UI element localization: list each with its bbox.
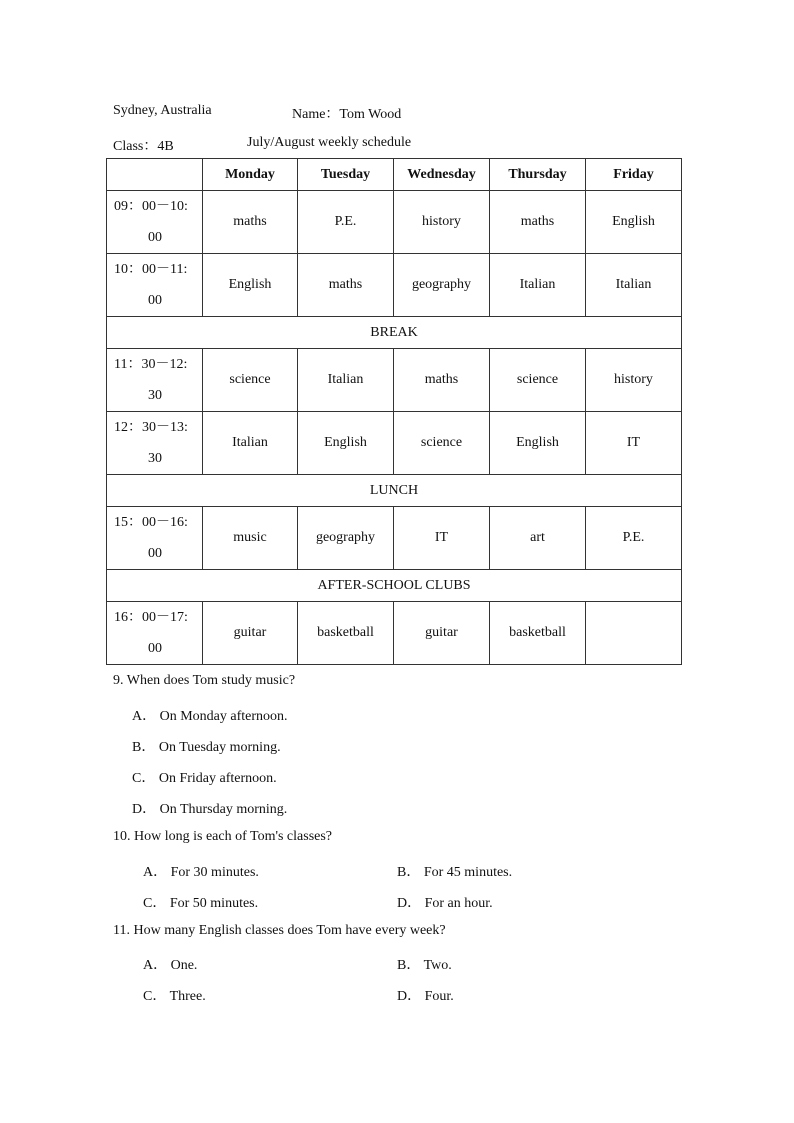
subject-cell: Italian <box>490 254 586 317</box>
table-row <box>107 507 682 570</box>
q9-option-b: B． On Tuesday morning. <box>132 740 281 755</box>
time-cell: 16：00－17: 00 <box>107 602 203 665</box>
subject-cell: music <box>203 507 298 570</box>
subject-cell: maths <box>490 191 586 254</box>
question-10: 10. How long is each of Tom's classes? <box>113 829 333 844</box>
subject-cell: P.E. <box>586 507 682 570</box>
q11-option-b: B． Two. <box>397 958 452 973</box>
q10-option-b: B． For 45 minutes. <box>397 865 513 880</box>
subject-cell: history <box>394 191 490 254</box>
break-row <box>107 317 682 349</box>
subject-cell: geography <box>394 254 490 317</box>
subject-cell: basketball <box>298 602 394 665</box>
subject-cell: Italian <box>203 412 298 475</box>
lunch-label: LUNCH <box>107 475 682 507</box>
clubs-row <box>107 570 682 602</box>
subject-cell: art <box>490 507 586 570</box>
q9-option-d: D． On Thursday morning. <box>132 802 288 817</box>
q11-option-c: C． Three. <box>143 989 206 1004</box>
break-label: BREAK <box>107 317 682 349</box>
table-row <box>107 412 682 475</box>
subject-cell: maths <box>298 254 394 317</box>
subject-cell: science <box>490 349 586 412</box>
subject-cell: basketball <box>490 602 586 665</box>
table-row <box>107 602 682 665</box>
question-11: 11. How many English classes does Tom have every week? <box>113 923 446 938</box>
q10-option-a: A． For 30 minutes. <box>143 865 259 880</box>
question-9: 9. When does Tom study music? <box>113 673 296 688</box>
table-header-row <box>107 159 682 191</box>
q9-option-a: A． On Monday afternoon. <box>132 709 288 724</box>
subject-cell: IT <box>586 412 682 475</box>
subject-cell: English <box>203 254 298 317</box>
q9-option-c: C． On Friday afternoon. <box>132 771 277 786</box>
subject-cell: P.E. <box>298 191 394 254</box>
header-day: Friday <box>586 159 682 191</box>
header-day: Wednesday <box>394 159 490 191</box>
header-day: Thursday <box>490 159 586 191</box>
subject-cell: English <box>586 191 682 254</box>
time-cell: 11：30－12: 30 <box>107 349 203 412</box>
time-cell: 12：30－13: 30 <box>107 412 203 475</box>
q11-option-d: D． Four. <box>397 989 454 1004</box>
header-time-cell <box>107 159 203 191</box>
subject-cell: history <box>586 349 682 412</box>
subject-cell: English <box>298 412 394 475</box>
subject-cell: science <box>394 412 490 475</box>
subject-cell: science <box>203 349 298 412</box>
table-row <box>107 254 682 317</box>
class-label: Class：4B <box>113 139 174 154</box>
subject-cell: IT <box>394 507 490 570</box>
subject-cell: Italian <box>298 349 394 412</box>
subject-cell <box>586 602 682 665</box>
header-day: Monday <box>203 159 298 191</box>
time-cell: 10：00－11: 00 <box>107 254 203 317</box>
weekly-schedule-table <box>106 158 682 665</box>
time-cell: 09：00－10: 00 <box>107 191 203 254</box>
header-day: Tuesday <box>298 159 394 191</box>
lunch-row <box>107 475 682 507</box>
clubs-label: AFTER-SCHOOL CLUBS <box>107 570 682 602</box>
table-row <box>107 349 682 412</box>
schedule-title: July/August weekly schedule <box>247 135 412 150</box>
student-name: Name：Tom Wood <box>292 107 402 122</box>
subject-cell: maths <box>203 191 298 254</box>
subject-cell: Italian <box>586 254 682 317</box>
school-location: Sydney, Australia <box>113 103 212 118</box>
subject-cell: English <box>490 412 586 475</box>
q11-option-a: A． One. <box>143 958 198 973</box>
subject-cell: maths <box>394 349 490 412</box>
subject-cell: guitar <box>394 602 490 665</box>
time-cell: 15：00－16: 00 <box>107 507 203 570</box>
subject-cell: geography <box>298 507 394 570</box>
q10-option-c: C． For 50 minutes. <box>143 896 259 911</box>
table-row <box>107 191 682 254</box>
subject-cell: guitar <box>203 602 298 665</box>
q10-option-d: D． For an hour. <box>397 896 493 911</box>
